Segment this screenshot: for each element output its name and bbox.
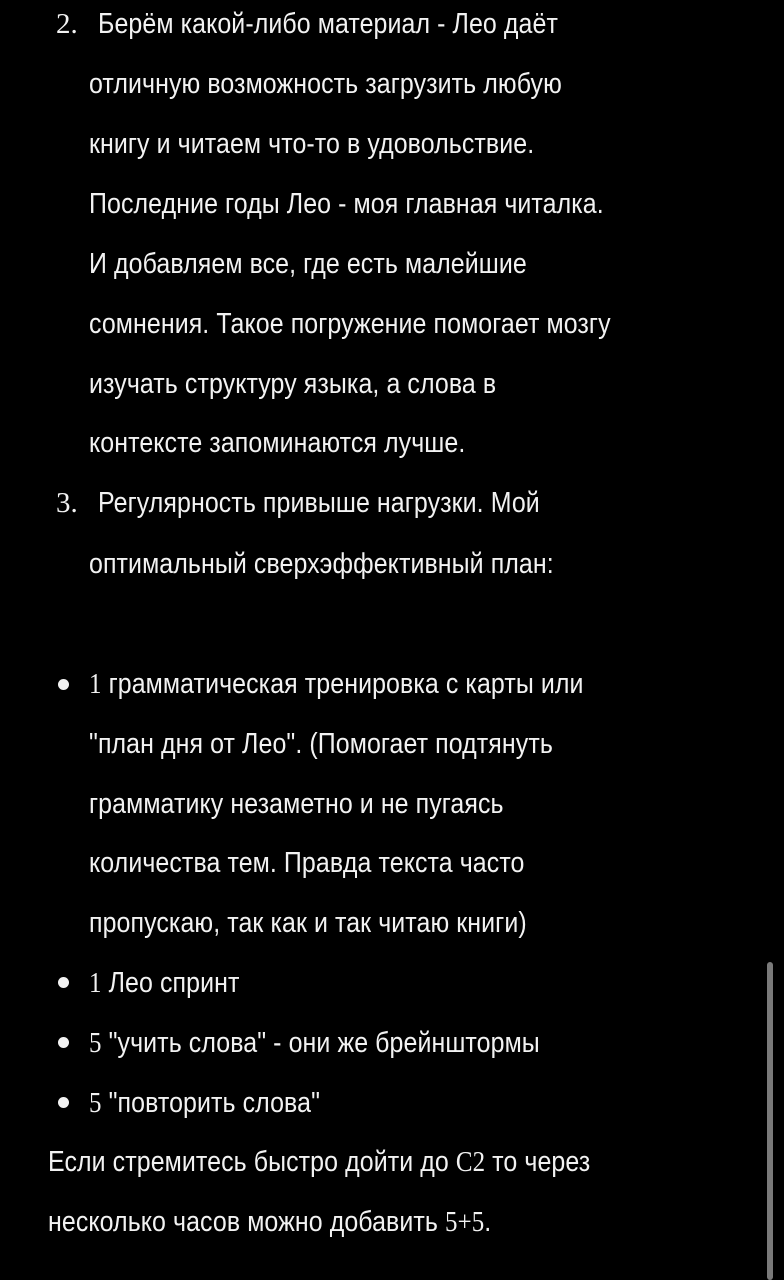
closing-line [48,1202,491,1242]
closing-line [48,1142,590,1182]
bullet-item-line [89,664,584,704]
bullet-icon [58,1097,69,1108]
list-item-line: книгу и читаем что-то в удовольствие. [89,128,535,160]
formula: 5+5 [445,1206,485,1238]
bullet-item-line: количества тем. Правда текста часто [89,847,525,879]
list-item-line: сомнения. Такое погружение помогает мозгу [89,308,611,340]
bullet-item-line [89,1083,320,1123]
list-item-line: оптимальный сверхэффективный план: [89,548,554,580]
list-item-line: изучать структуру языка, а слова в [89,368,497,400]
bullet-text: "учить слова" - они же брейнштормы [108,1027,540,1059]
closing-text: несколько часов можно добавить [48,1206,446,1238]
bullet-item-line: грамматику незаметно и не пугаясь [89,788,504,820]
bullet-icon [58,679,69,690]
bullet-icon [58,977,69,988]
bullet-item-line [89,1023,540,1063]
list-item-line: Последние годы Лео - моя главная читалка. [89,188,604,220]
list-item-line: Берём какой-либо материал - Лео даёт [98,8,558,40]
bullet-count: 5 [89,1087,102,1119]
list-item-line: Регулярность привыше нагрузки. Мой [98,487,540,519]
list-number: 3. [56,487,78,519]
bullet-item-line: "план дня от Лео". (Помогает подтянуть [89,728,553,760]
closing-text: Если стремитесь быстро дойти до [48,1146,456,1178]
list-item-line: отличную возможность загрузить любую [89,68,562,100]
bullet-icon [58,1037,69,1048]
list-item-line: контексте запоминаются лучше. [89,427,466,459]
bullet-item-line: пропускаю, так как и так читаю книги) [89,907,527,939]
level-code: C2 [455,1146,486,1178]
bullet-text: Лео спринт [108,967,240,999]
bullet-text: "повторить слова" [108,1087,321,1119]
list-item-line: И добавляем все, где есть малейшие [89,248,527,280]
list-number: 2. [56,8,78,40]
bullet-count: 1 [89,668,102,700]
closing-text: то через [485,1146,591,1178]
bullet-count: 1 [89,967,102,999]
bullet-item-line [89,963,239,1003]
scrollbar[interactable] [767,962,773,1280]
bullet-text: грамматическая тренировка с карты или [108,668,584,700]
closing-text: . [484,1206,492,1238]
bullet-count: 5 [89,1027,102,1059]
